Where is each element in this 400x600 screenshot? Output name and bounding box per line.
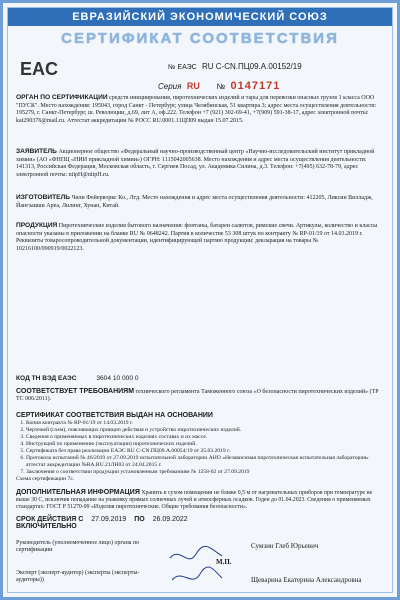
manufacturer-section (16, 194, 384, 210)
expert-name: Щеварина Екатерина Александровна (251, 576, 362, 584)
union-band: ЕВРАЗИЙСКИЙ ЭКОНОМИЧЕСКИЙ СОЮЗ (8, 8, 392, 26)
basis-section (16, 412, 384, 483)
additional-info-section (16, 489, 384, 511)
number-value: RU C-CN.ПЦ09.А.00152/19 (201, 62, 302, 71)
tnved-code-heading: КОД ТН ВЭД ЕАЭС (16, 375, 77, 382)
tnved-code-value: 3604 10 000 0 (96, 375, 139, 382)
basis-item: 4. Инструкций по применению (эксплуатации) пиротехнических изделий. (26, 441, 384, 448)
certificate-frame (7, 7, 393, 593)
certificate-title: СЕРТИФИКАТ СООТВЕТСТВИЯ (61, 30, 339, 47)
series-line (158, 80, 280, 92)
signature-area (16, 540, 384, 596)
product-heading: ПРОДУКЦИЯ (16, 222, 58, 229)
basis-item: 3. Сведения о применяемых в пиротехнических изделиях составах и их массе. (26, 434, 384, 441)
number-label: № ЕАЭС (168, 64, 197, 71)
product-text: Пиротехнические изделия бытового назначения: фонтаны, батареи салютов, римские свечи. Артикулы, количество и классы опасности указаны в приложении на бланке RU № 0648242. Партия в количестве 53 308 штук по контракту № RP-01/19 от 14.03.2019 г. Реквизиты товаросопроводительной документации, идентифицирующей партию продукции: декларация на товары № 10216100/090919/0022123. (16, 223, 378, 252)
series-label: Серия (158, 82, 182, 91)
organ-heading: ОРГАН ПО СЕРТИФИКАЦИИ (16, 94, 108, 101)
basis-item: 1. Копия контракта № RP-01/19 от 14.03.2019 г. (26, 420, 384, 427)
requirements-text: технического регламента Таможенного союза «О безопасности пиротехнических изделий» (ТР ТС 006/2011). (16, 389, 379, 403)
requirements-heading: СООТВЕТСТВУЕТ ТРЕБОВАНИЯМ (16, 388, 135, 395)
serial-number: 0147171 (230, 80, 281, 92)
additional-info-heading: ДОПОЛНИТЕЛЬНАЯ ИНФОРМАЦИЯ (16, 489, 140, 496)
signature-scribble-icon (166, 544, 226, 588)
series-value: RU (186, 81, 200, 91)
manufacturer-heading: ИЗГОТОВИТЕЛЬ (16, 194, 70, 201)
applicant-text: Акционерное общество «Федеральный научно-производственный центр «Научно-исследовательский институт прикладной химии» (АО «ФНПЦ «НИИ прикладной химии») ОГРН: 1115042005638. Место нахождения и адрес места осуществления деятельности: 141313, Российская Федерация, Московская область, г. Сергиев Посад, ул. Академика Силина, д.3. Телефон: +7(495) 632-78-79, адрес электронной почты: niipH@niipH.ru. (16, 149, 375, 178)
validity-inclusive: ВКЛЮЧИТЕЛЬНО (16, 523, 77, 530)
organ-section (16, 94, 384, 125)
validity-to-date: 26.09.2022 (152, 516, 188, 523)
basis-list (26, 420, 384, 476)
tnved-code-line (16, 375, 139, 382)
basis-item: 2. Чертежей (схем), поясняющих принцип действия и устройство пиротехнических изделий. (26, 427, 384, 434)
requirements-section (16, 388, 384, 404)
applicant-heading: ЗАЯВИТЕЛЬ (16, 148, 57, 155)
basis-scheme: Схема сертификации 7с. (16, 476, 75, 482)
validity-to-label: ПО (134, 516, 145, 523)
validity-from-label: СРОК ДЕЙСТВИЯ С (16, 516, 84, 523)
basis-item: 5. Сертификата без права реализации ЕАЭС RU C-CN.ПЦ09.А.00054/19 от 25.03.2019 г. (26, 448, 384, 455)
head-signature-label: Руководитель (уполномоченное лицо) органа по сертификации (16, 540, 140, 553)
basis-item: 6. Протокола испытаний № 46/2019 от 27.09.2019 испытательной лаборатории АНО «Независимая пиротехническая испытательная лаборатория» аттестат аккредитации №RA.RU.21ЛН03 от 24.04.2015 г. (26, 455, 384, 469)
stamp-mark: М.П. (216, 558, 232, 566)
serial-label: № (216, 82, 226, 91)
head-name: Сумзин Глеб Юрьевич (251, 542, 319, 550)
expert-signature-label: Эксперт (эксперт-аудитор) (эксперты (эксперты-аудиторы)) (16, 570, 140, 583)
validity-line (16, 516, 194, 530)
validity-from-date: 27.09.2019 (91, 516, 127, 523)
organ-text: средств инициирования, пиротехнических изделий и тары для перевозки опасных грузов 1 класса ООО "ПУСК". Место нахождения: 195043, город Санкт - Петербург, улица Челябинская, 51 квартира 3; адрес места осуществления деятельности: 195279, г. Санкт-Петербург, ш. Революции, д.69, лит А, оф.222. Телефон +7 (921) 302-69-41, +7(909) 591-38-17, адрес электронной почты: kat290376@mail.ru. Аттестат аккредитации № РОСС RU.0001.11ЦП09 выдан 15.07.2015. (16, 95, 377, 124)
product-section (16, 222, 384, 253)
additional-info-text: Хранить в сухом помещении не ближе 0,5 м от нагревательных приборов при температуре не выше 30 С, исключив попадание на упаковку прямых солнечных лучей и атмосферных осадков. Годен до 01.04.2023. Сведения о применяемых стандартах: ГОСТ Р 51270-99 «Изделия пиротехнические. Общие требования безопасности». (16, 490, 373, 510)
basis-heading: СЕРТИФИКАТ СООТВЕТСТВИЯ ВЫДАН НА ОСНОВАНИИ (16, 412, 213, 419)
manufacturer-text: Чили Фейерворкс Ко., Лтд. Место нахождения и адрес места осуществления деятельности: 412205, Ликсин Вилладж, Йангзаиши Ареа, Лилинг, Хунан, Китай. (16, 195, 373, 209)
eac-logo-icon: EAC (20, 59, 59, 79)
certificate-number (168, 62, 302, 71)
applicant-section (16, 148, 384, 179)
basis-item: 7. Заключения о соответствии продукции установленным требованиям № 1258-02 от 27.09.2019 (26, 469, 384, 476)
